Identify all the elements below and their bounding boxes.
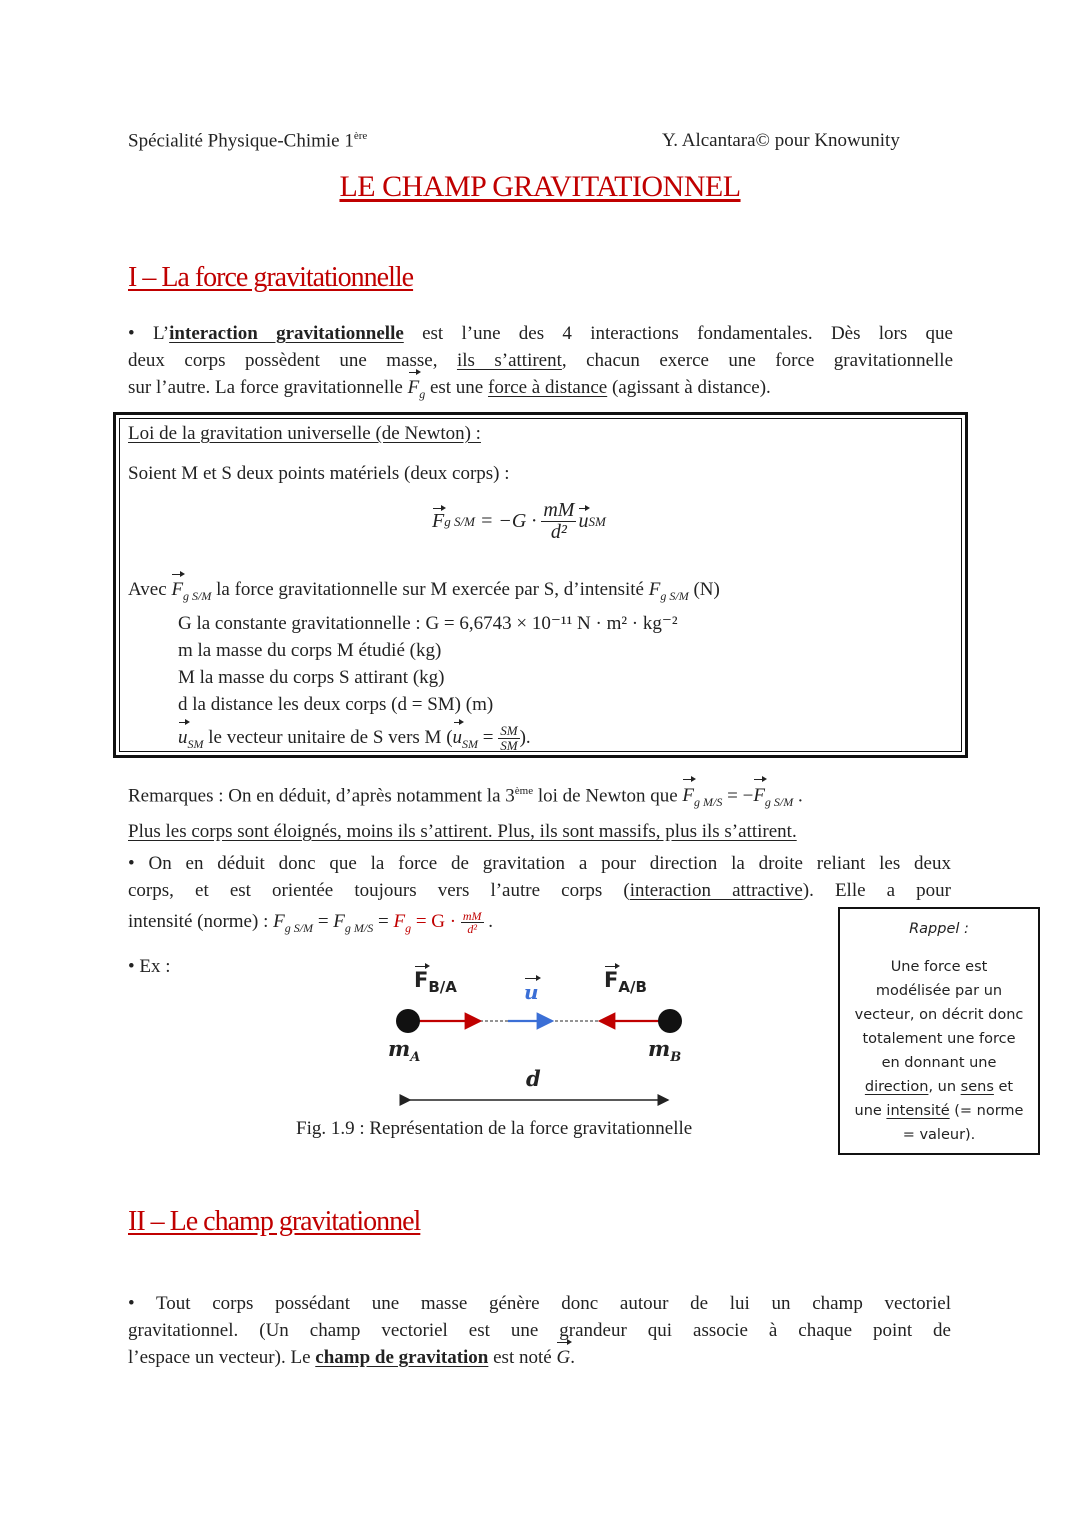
def-u-sym: u: [178, 724, 188, 751]
avec-f2-sub: g S/M: [660, 588, 689, 603]
law-title-text: Loi de la gravitation universelle (de Newton) :: [128, 423, 481, 444]
rappel-direction: direction: [864, 1079, 929, 1095]
formula-fraction: [541, 500, 576, 543]
section-1-paragraph: [128, 320, 953, 408]
p2-line2-c: ). Elle a pour: [802, 880, 952, 901]
rappel-l8: = valeur).: [902, 1127, 976, 1143]
p1-line2-c: , chacun exerce une force gravitationnelle: [561, 350, 954, 371]
remarks-line-2: Plus les corps sont éloignés, moins ils s’attirent. Plus, ils sont massifs, plus ils s’attirent.: [128, 821, 797, 843]
f-ab-sub: A/B: [618, 978, 647, 997]
p2-num: mM: [462, 908, 482, 923]
section-2-heading: II – Le champ gravitationnel: [128, 1206, 421, 1237]
avec-c: (N): [688, 579, 720, 600]
avec-f: F: [171, 576, 183, 603]
p2-f2: F: [333, 911, 345, 932]
mass-b-dot: [658, 1009, 682, 1033]
rappel-box: [838, 907, 1040, 1155]
p2-f1: F: [273, 911, 285, 932]
rappel-title: Rappel :: [909, 921, 969, 937]
p2-line-3: [128, 908, 951, 942]
page-header-left: [128, 130, 367, 152]
paragraph-2: [128, 850, 951, 942]
def-u-sub2: SM: [462, 736, 479, 751]
p2-f1-sub: g S/M: [284, 920, 314, 935]
remarks-a: Remarques : On en déduit, d’après notamment la 3: [128, 785, 515, 807]
def-u-sub: SM: [187, 736, 204, 751]
page-title: LE CHAMP GRAVITATIONNEL: [339, 170, 741, 203]
remarks: [128, 776, 803, 847]
p2-fg: F: [393, 911, 406, 932]
p2-line-2: [128, 877, 951, 904]
avec-f-sub: g S/M: [183, 588, 212, 603]
formula-u: u: [578, 510, 589, 532]
rappel-l6: [840, 1075, 1038, 1099]
remarks-sup: ème: [514, 785, 534, 797]
avec-a: Avec: [128, 579, 172, 600]
formula-den: d²: [550, 521, 567, 543]
s2-line-2: gravitationnel. (Un champ vectoriel est une grandeur qui associe à chaque point de: [128, 1320, 951, 1341]
fg-sub: g: [419, 386, 426, 401]
rappel-intensite: intensité: [886, 1103, 950, 1119]
p1-text: est l’une des 4 interactions fondamentales. Dès lors que: [403, 323, 953, 344]
rappel-l3: vecteur, on décrit donc: [854, 1007, 1024, 1023]
def-u: [178, 724, 720, 758]
p2-eq3: = G ·: [411, 911, 461, 932]
avec-b: la force gravitationnelle sur M exercée par S, d’intensité: [211, 579, 649, 600]
m-a-sub: A: [410, 1050, 421, 1066]
rappel-l6-b: , un: [928, 1079, 961, 1095]
p2-frac: [461, 910, 484, 936]
def-u-frac: [498, 724, 519, 752]
remarks-f2-sub: g S/M: [764, 795, 794, 810]
p1-line3-emph: force à distance: [488, 377, 608, 398]
avec-f2: F: [648, 579, 661, 600]
s2-line3-a: l’espace un vecteur). Le: [128, 1347, 316, 1368]
remarks-f1: F: [682, 781, 694, 811]
formula-f: F: [432, 510, 445, 532]
remarks-b: loi de Newton que: [533, 785, 683, 807]
f-ba-sym: F: [414, 968, 429, 992]
fg-symbol: F: [408, 374, 420, 401]
label-m-b: [648, 1036, 681, 1065]
p1-line3-d: (agissant à distance).: [607, 377, 771, 398]
def-big-m: M la masse du corps S attirant (kg): [178, 666, 445, 688]
p2-den: d²: [467, 922, 477, 937]
rappel-l6-d: et: [993, 1079, 1014, 1095]
mass-a-dot: [396, 1009, 420, 1033]
law-box-intro: Soient M et S deux points matériels (deux corps) :: [128, 463, 510, 484]
def-u-den: SM: [500, 737, 518, 753]
p2-eq2: =: [373, 911, 394, 932]
header-left-sup: ère: [353, 130, 368, 142]
p2-fg-sub: g: [405, 920, 412, 935]
p2-line3-a: intensité (norme) :: [128, 911, 274, 932]
section-1-heading: I – La force gravitationnelle: [128, 262, 414, 293]
law-box-title: [128, 423, 481, 445]
s2-term: champ de gravitation: [315, 1347, 489, 1368]
law-definitions: [128, 576, 720, 758]
def-d: d la distance les deux corps (d = SM) (m): [178, 693, 494, 715]
label-d: d: [526, 1066, 541, 1091]
remarks-line-1: [128, 776, 803, 817]
rappel-l7-c: (= norme: [949, 1103, 1024, 1119]
section-2-paragraph: [128, 1290, 951, 1371]
def-list: [128, 610, 720, 758]
formula-u-sub: SM: [588, 513, 606, 529]
p2-line-1: • On en déduit donc que la force de gravitation a pour direction la droite reliant les deux: [128, 853, 951, 874]
p1-bullet: • L’: [128, 323, 170, 344]
remarks-c: = −: [722, 785, 754, 807]
rappel-l4: totalement une force: [862, 1031, 1016, 1047]
label-m-a: [388, 1036, 420, 1065]
m-a-sym: m: [388, 1036, 411, 1061]
def-g: G la constante gravitationnelle : G = 6,6743 × 10⁻¹¹ N · m² · kg⁻²: [178, 612, 678, 634]
rappel-l7: [840, 1099, 1038, 1123]
def-u-a: le vecteur unitaire de S vers M (: [203, 726, 453, 748]
p1-line3-b: est une: [425, 377, 488, 398]
p1-line2-a: deux corps possèdent une masse,: [128, 350, 457, 371]
p1-line-3: [128, 374, 953, 408]
def-u-c: ).: [519, 726, 531, 748]
remarks-d: .: [793, 785, 803, 807]
rappel-l5: en donnant une: [881, 1055, 997, 1071]
f-ba-sub: B/A: [428, 978, 457, 997]
label-f-ab: [604, 968, 647, 996]
u-sym: u: [524, 980, 539, 1004]
p2-line2-emph: interaction attractive: [629, 880, 803, 901]
newton-formula: [432, 500, 606, 543]
header-left-text: Spécialité Physique-Chimie 1: [128, 130, 354, 152]
rappel-l7-a: une: [854, 1103, 887, 1119]
rappel-l1: Une force est: [890, 959, 988, 975]
p2-end: .: [483, 911, 493, 932]
label-u: [524, 980, 539, 1004]
p1-line-2: [128, 347, 953, 374]
remarks-f2: F: [753, 781, 765, 811]
rappel-sens: sens: [960, 1079, 994, 1095]
s2-line-3: [128, 1344, 951, 1371]
formula-f-sub: g S/M: [444, 513, 475, 529]
p1-term: interaction gravitationnelle: [169, 323, 404, 344]
g-field-symbol: G: [556, 1344, 570, 1371]
figure-caption: Fig. 1.9 : Représentation de la force gravitationnelle: [296, 1118, 693, 1139]
s2-line-1: • Tout corps possédant une masse génère donc autour de lui un champ vectoriel: [128, 1293, 951, 1314]
label-f-ba: [414, 968, 457, 996]
m-b-sub: B: [670, 1050, 682, 1066]
def-u-num: SM: [500, 723, 518, 739]
page-header-right: Y. Alcantara© pour Knowunity: [662, 130, 900, 151]
p1-line-1: [128, 320, 953, 347]
m-b-sym: m: [648, 1036, 671, 1061]
def-avec: [128, 576, 720, 610]
formula-num: mM: [543, 499, 575, 521]
remarks-f1-sub: g M/S: [694, 795, 723, 810]
s2-line3-d: .: [570, 1347, 575, 1368]
p1-line3-a: sur l’autre. La force gravitationnelle: [128, 377, 408, 398]
p2-eq1: =: [313, 911, 334, 932]
rappel-l2: modélisée par un: [875, 983, 1003, 999]
def-u-b: =: [478, 726, 499, 748]
def-u-sym2: u: [453, 724, 463, 751]
def-m: m la masse du corps M étudié (kg): [178, 639, 442, 661]
example-label: • Ex :: [128, 956, 171, 977]
f-ab-sym: F: [604, 968, 619, 992]
p1-line2-emph: ils s’attirent: [456, 350, 562, 371]
s2-line3-c: est noté: [488, 1347, 557, 1368]
p2-f2-sub: g M/S: [344, 920, 374, 935]
formula-eq: = −G ·: [474, 510, 542, 532]
p2-line2-a: corps, et est orientée toujours vers l’autre corps (: [128, 880, 630, 901]
